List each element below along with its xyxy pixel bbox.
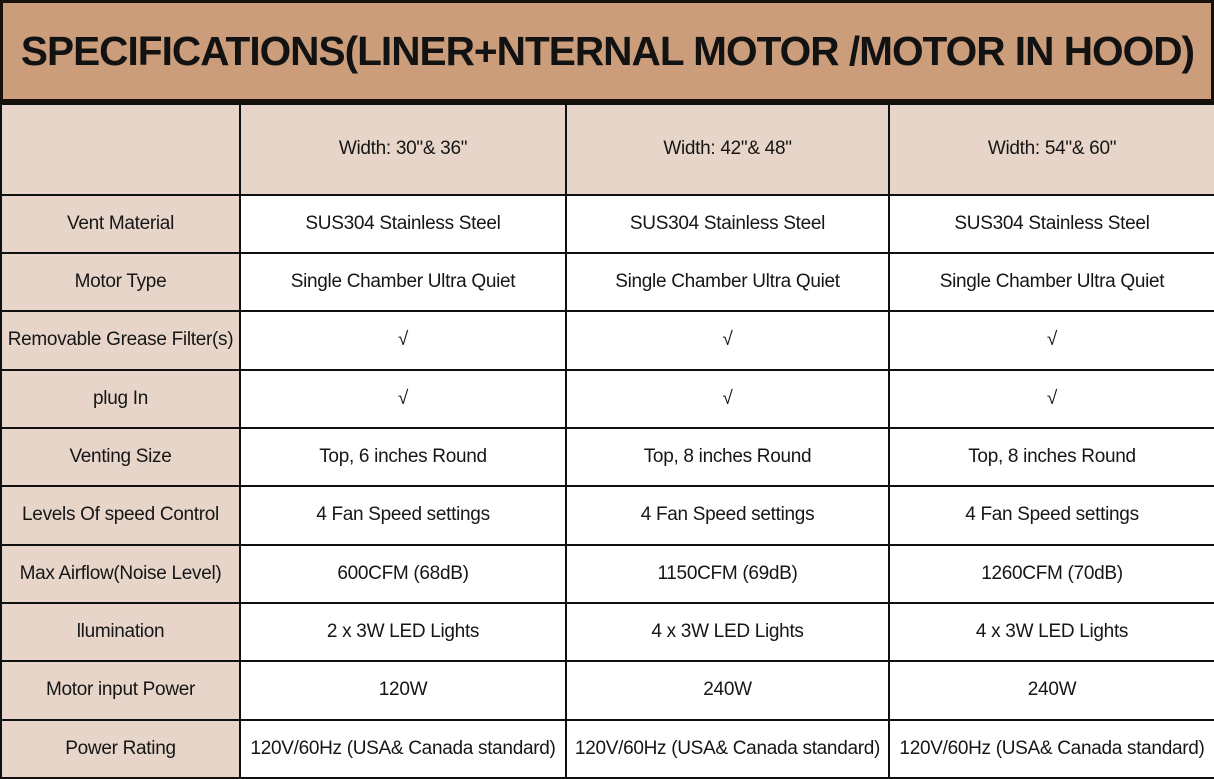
checkmark-icon: √	[889, 311, 1214, 369]
cell-power-rating-1: 120V/60Hz (USA& Canada standard)	[240, 720, 566, 778]
row-label-motor-input-power: Motor input Power	[1, 661, 240, 719]
row-label-vent-material: Vent Material	[1, 195, 240, 253]
cell-motor-type-3: Single Chamber Ultra Quiet	[889, 253, 1214, 311]
row-label-plug-in: plug In	[1, 370, 240, 428]
table-row-plug-in	[1, 370, 1214, 428]
cell-max-airflow-1: 600CFM (68dB)	[240, 545, 566, 603]
row-label-removable-grease-filters: Removable Grease Filter(s)	[1, 311, 240, 369]
cell-vent-material-2: SUS304 Stainless Steel	[566, 195, 889, 253]
cell-illumination-1: 2 x 3W LED Lights	[240, 603, 566, 661]
table-row-vent-material	[1, 195, 1214, 253]
table-row-motor-type	[1, 253, 1214, 311]
column-header-width-30-36: Width: 30"& 36"	[240, 104, 566, 195]
cell-power-rating-2: 120V/60Hz (USA& Canada standard)	[566, 720, 889, 778]
cell-power-rating-3: 120V/60Hz (USA& Canada standard)	[889, 720, 1214, 778]
cell-motor-type-2: Single Chamber Ultra Quiet	[566, 253, 889, 311]
checkmark-icon: √	[240, 311, 566, 369]
checkmark-icon: √	[566, 311, 889, 369]
table-row-venting-size	[1, 428, 1214, 486]
row-label-speed-control: Levels Of speed Control	[1, 486, 240, 544]
cell-speed-control-1: 4 Fan Speed settings	[240, 486, 566, 544]
cell-vent-material-1: SUS304 Stainless Steel	[240, 195, 566, 253]
cell-venting-size-3: Top, 8 inches Round	[889, 428, 1214, 486]
cell-motor-input-power-2: 240W	[566, 661, 889, 719]
row-label-venting-size: Venting Size	[1, 428, 240, 486]
cell-illumination-2: 4 x 3W LED Lights	[566, 603, 889, 661]
table-header-row	[1, 104, 1214, 195]
row-label-motor-type: Motor Type	[1, 253, 240, 311]
row-label-max-airflow: Max Airflow(Noise Level)	[1, 545, 240, 603]
row-label-power-rating: Power Rating	[1, 720, 240, 778]
table-row-speed-control	[1, 486, 1214, 544]
cell-motor-input-power-1: 120W	[240, 661, 566, 719]
checkmark-icon: √	[566, 370, 889, 428]
cell-motor-type-1: Single Chamber Ultra Quiet	[240, 253, 566, 311]
corner-cell	[1, 104, 240, 195]
table-row-motor-input-power	[1, 661, 1214, 719]
cell-motor-input-power-3: 240W	[889, 661, 1214, 719]
cell-illumination-3: 4 x 3W LED Lights	[889, 603, 1214, 661]
cell-venting-size-2: Top, 8 inches Round	[566, 428, 889, 486]
column-header-width-54-60: Width: 54"& 60"	[889, 104, 1214, 195]
table-row-removable-grease-filters	[1, 311, 1214, 369]
checkmark-icon: √	[240, 370, 566, 428]
row-label-illumination: llumination	[1, 603, 240, 661]
checkmark-icon: √	[889, 370, 1214, 428]
cell-speed-control-3: 4 Fan Speed settings	[889, 486, 1214, 544]
table-row-power-rating	[1, 720, 1214, 778]
table-row-max-airflow	[1, 545, 1214, 603]
cell-vent-material-3: SUS304 Stainless Steel	[889, 195, 1214, 253]
cell-max-airflow-2: 1150CFM (69dB)	[566, 545, 889, 603]
cell-speed-control-2: 4 Fan Speed settings	[566, 486, 889, 544]
banner	[0, 0, 1214, 103]
page-title: SPECIFICATIONS(LINER+NTERNAL MOTOR /MOTOR IN HOOD)	[20, 27, 1194, 74]
cell-max-airflow-3: 1260CFM (70dB)	[889, 545, 1214, 603]
table-row-illumination	[1, 603, 1214, 661]
column-header-width-42-48: Width: 42"& 48"	[566, 104, 889, 195]
cell-venting-size-1: Top, 6 inches Round	[240, 428, 566, 486]
spec-table	[0, 103, 1214, 779]
